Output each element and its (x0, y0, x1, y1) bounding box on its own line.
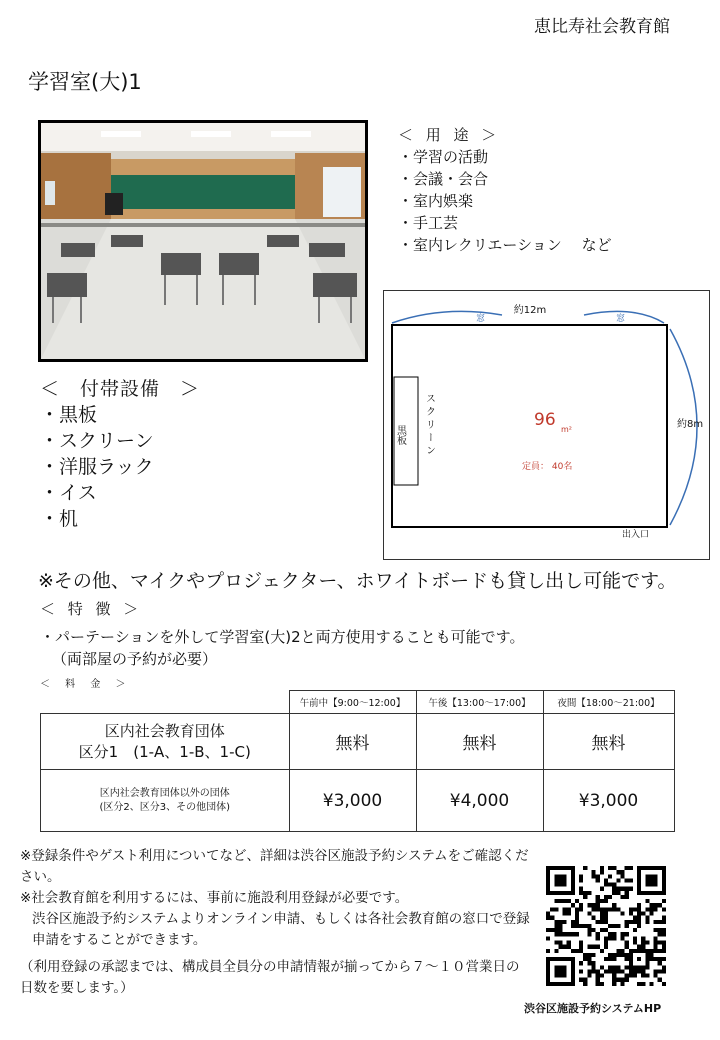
note-line: ※登録条件やゲスト利用についてなど、詳細は渋谷区施設予約システムをご確認ください。 (20, 848, 529, 885)
note-line: ※社会教育館を利用するには、事前に施設利用登録が必要です。 (20, 890, 409, 906)
width-label: 約12m (513, 305, 547, 316)
table-row (41, 714, 675, 770)
floor-plan (383, 290, 710, 560)
table-row (41, 770, 675, 832)
fee-cell: ¥3,000 (289, 770, 416, 832)
room-photo (38, 120, 368, 362)
equipment-section (40, 376, 200, 532)
feature-subtext: （両部屋の予約が必要） (52, 650, 218, 668)
row-label-line: (区分2、区分3、その他団体) (99, 801, 231, 813)
equipment-item: ・スクリーン (40, 430, 154, 452)
blackboard-label-1: 黒板 (394, 425, 406, 445)
uses-heading: ＜ 用 途 ＞ (398, 126, 501, 144)
room-photo-illustration (41, 123, 365, 359)
row-label-line: 区内社会教育団体以外の団体 (99, 787, 230, 799)
screen-label: スクリーン (423, 393, 435, 458)
row-label-line: 区分1 (1-A、1-B、1-C) (78, 742, 251, 761)
row-label-line: 区内社会教育団体 (104, 721, 225, 740)
uses-item: ・室内娯楽 (398, 192, 474, 210)
equipment-item: ・黒板 (40, 404, 98, 426)
capacity-label: 定員： 40名 (522, 462, 573, 472)
fees-heading: ＜ 料 金 ＞ (40, 679, 132, 690)
note-line: （利用登録の承認までは、構成員全員分の申請情報が揃ってから７～１０営業日の日数を要します。） (20, 959, 520, 996)
column-morning: 午前中【9:00～12:00】 (289, 691, 416, 714)
equipment-heading: ＜ 付帯設備 ＞ (40, 378, 201, 400)
exit-label: 出入口 (622, 530, 650, 540)
fee-cell: 無料 (416, 714, 543, 770)
equipment-item: ・イス (40, 482, 97, 504)
area-unit: m² (561, 425, 572, 434)
rental-note: ※その他、マイクやプロジェクター、ホワイトボードも貸し出し可能です。 (38, 570, 677, 592)
window-label-right: 窓 (616, 314, 626, 324)
facility-name: 恵比寿社会教育館 (534, 17, 670, 37)
room-title: 学習室(大)1 (28, 70, 142, 94)
fee-cell: ¥4,000 (416, 770, 543, 832)
equipment-item: ・洋服ラック (40, 456, 154, 478)
window-arc-left (392, 311, 502, 323)
fee-cell: ¥3,000 (543, 770, 674, 832)
fee-header-row (41, 691, 675, 714)
uses-item: ・室内レクリエーション など (398, 236, 612, 254)
fee-table (40, 690, 675, 832)
registration-notes (20, 846, 530, 999)
row-label (41, 770, 290, 832)
fee-cell: 無料 (543, 714, 674, 770)
column-evening: 夜間【18:00～21:00】 (543, 691, 674, 714)
qr-caption: 渋谷区施設予約システムHP (524, 1002, 662, 1015)
uses-section (398, 124, 612, 256)
area-value: 96 (534, 410, 556, 430)
feature-text: ・パーテーションを外して学習室(大)2と両方使用することも可能です。 (40, 628, 525, 646)
window-label-left: 窓 (476, 314, 486, 324)
uses-item: ・手工芸 (398, 214, 459, 232)
column-afternoon: 午後【13:00～17:00】 (416, 691, 543, 714)
row-label (41, 714, 290, 770)
depth-label: 約8m (677, 419, 704, 430)
floor-plan-diagram (384, 291, 709, 559)
qr-code-icon[interactable] (546, 866, 666, 986)
note-line: 渋谷区施設予約システムよりオンライン申請、もしくは各社会教育館の窓口で登録申請をすることができます。 (32, 911, 530, 948)
uses-item: ・会議・会合 (398, 170, 489, 188)
features-heading: ＜ 特 徴 ＞ (40, 600, 143, 618)
fee-cell: 無料 (289, 714, 416, 770)
equipment-item: ・机 (40, 508, 79, 530)
uses-item: ・学習の活動 (398, 148, 489, 166)
